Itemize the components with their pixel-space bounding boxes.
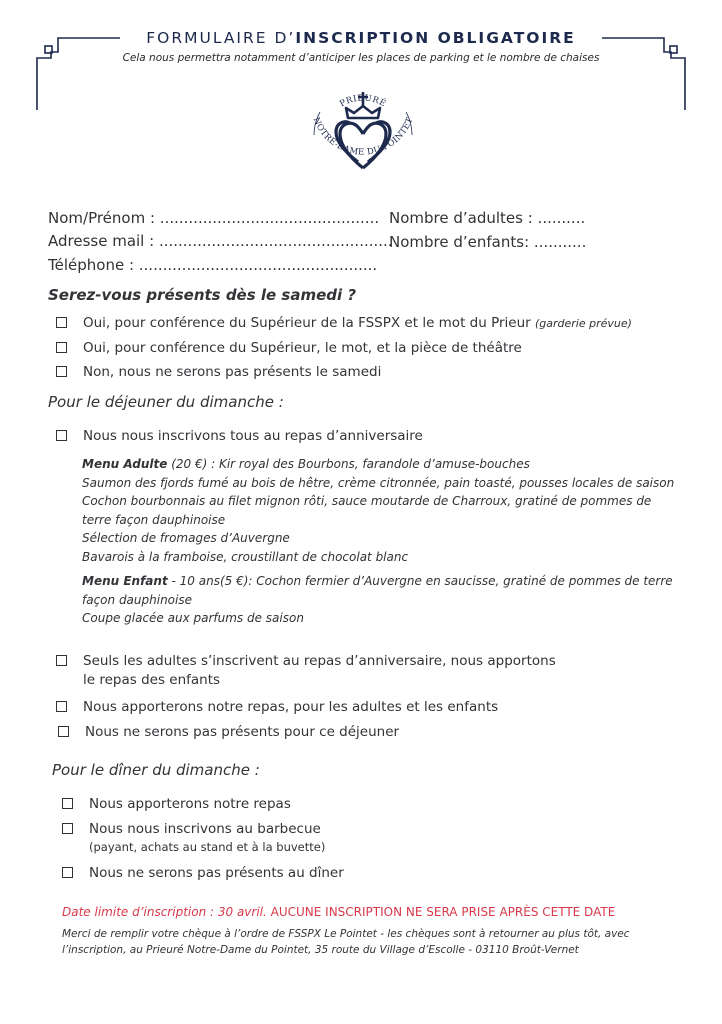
dinner-option-absent[interactable]: [62, 864, 344, 883]
saturday-option-1[interactable]: [56, 314, 632, 333]
lunch-option-adults-only[interactable]: [56, 652, 556, 690]
menu-line: terre façon dauphinoise: [82, 512, 226, 527]
menu-adult-price: (20 €) :: [167, 457, 219, 471]
logo-bottom-text: NOTRE-DAME DU POINTET: [310, 116, 416, 158]
payment-info: [62, 926, 630, 958]
option-label: Nous nous inscrivons tous au repas d’anniversaire: [83, 428, 423, 444]
option-label: [89, 820, 325, 855]
priory-logo: [300, 80, 426, 192]
frame-corner-right: [602, 38, 685, 110]
option-label: [83, 314, 632, 333]
menu-line: Cochon fermier d’Auvergne en saucisse, gratiné de pommes de terre: [256, 574, 673, 588]
email-field[interactable]: Adresse mail : .................................................: [48, 232, 393, 250]
option-label: [83, 652, 556, 690]
option-text-line2: le repas des enfants: [83, 672, 221, 688]
checkbox[interactable]: [56, 701, 67, 712]
menu-line: Sélection de fromages d’Auvergne: [82, 531, 290, 545]
payment-info-line: Merci de remplir votre chèque à l’ordre de FSSPX Le Pointet - les chèques sont à retourner au plus tôt, avec: [62, 928, 630, 940]
menu-line: Cochon bourbonnais au filet mignon rôti, sauce moutarde de Charroux, gratiné de pommes de: [82, 494, 652, 508]
form-subtitle: Cela nous permettra notamment d’anticiper les places de parking et le nombre de chaises: [122, 52, 600, 64]
menu-line: Kir royal des Bourbons, farandole d’amuse-bouches: [218, 457, 530, 471]
checkbox[interactable]: [62, 867, 73, 878]
phone-field[interactable]: Téléphone : ..................................................: [48, 256, 378, 274]
checkbox[interactable]: [56, 342, 67, 353]
menu-line: Bavarois à la framboise, croustillant de chocolat blanc: [82, 549, 409, 564]
option-text: Nous nous inscrivons au barbecue: [89, 821, 321, 837]
option-note: (garderie prévue): [534, 317, 632, 330]
option-label: Oui, pour conférence du Supérieur, le mot, et la pièce de théâtre: [83, 340, 522, 356]
menu-child: [82, 572, 673, 628]
title-bold: INSCRIPTION OBLIGATOIRE: [295, 29, 576, 47]
option-text: Seuls les adultes s’inscrivent au repas d’anniversaire, nous apportons: [83, 653, 556, 669]
menu-adult: [82, 455, 674, 566]
form-title: [0, 29, 722, 47]
option-subtext: (payant, achats au stand et à la buvette): [89, 840, 326, 854]
menu-child-price: - 10 ans(5 €):: [167, 574, 257, 588]
deadline-notice: [62, 905, 615, 919]
option-label: Nous apporterons notre repas, pour les adultes et les enfants: [83, 699, 499, 715]
dinner-option-bring-own[interactable]: [62, 795, 291, 814]
logo-top-text: PRIEURÉ: [338, 93, 388, 110]
checkbox[interactable]: [56, 366, 67, 377]
option-text: Oui, pour conférence du Supérieur de la FSSPX et le mot du Prieur: [83, 315, 535, 331]
menu-line: Saumon des fjords fumé au bois de hêtre, crème citronnée, pain toasté, pousses locales de saison: [82, 475, 675, 490]
lunch-option-all[interactable]: [56, 427, 423, 446]
lunch-heading: Pour le déjeuner du dimanche :: [48, 393, 284, 411]
option-label: Nous ne serons pas présents au dîner: [89, 865, 344, 881]
deadline-warning: AUCUNE INSCRIPTION NE SERA PRISE APRÈS CETTE DATE: [270, 905, 616, 919]
title-prefix: FORMULAIRE D’: [146, 29, 296, 47]
payment-info-line: l’inscription, au Prieuré Notre-Dame du Pointet, 35 route du Village d’Escolle - 03110 Broût-Vernet: [62, 944, 579, 956]
option-label: Nous ne serons pas présents pour ce déjeuner: [85, 724, 400, 740]
dinner-option-barbecue[interactable]: [62, 820, 325, 855]
frame-corner-left: [37, 38, 120, 110]
dinner-heading: Pour le dîner du dimanche :: [52, 761, 260, 779]
menu-line: Coupe glacée aux parfums de saison: [82, 611, 304, 625]
lunch-option-absent[interactable]: [58, 723, 399, 742]
adults-count-field[interactable]: Nombre d’adultes : ..........: [389, 209, 586, 227]
children-count-field[interactable]: Nombre d’enfants: ...........: [389, 233, 587, 251]
checkbox[interactable]: [58, 726, 69, 737]
name-field[interactable]: Nom/Prénom : ..............................................: [48, 209, 380, 227]
option-label: Non, nous ne serons pas présents le samedi: [83, 364, 382, 380]
saturday-option-3[interactable]: [56, 363, 381, 382]
menu-line: façon dauphinoise: [82, 592, 192, 607]
menu-adult-title: Menu Adulte: [82, 457, 168, 471]
checkbox[interactable]: [56, 655, 67, 666]
checkbox[interactable]: [62, 823, 73, 834]
checkbox[interactable]: [62, 798, 73, 809]
deadline-date: Date limite d’inscription : 30 avril.: [62, 905, 271, 919]
saturday-heading: Serez-vous présents dès le samedi ?: [48, 286, 357, 304]
option-label: Nous apporterons notre repas: [89, 796, 291, 812]
saturday-option-2[interactable]: [56, 339, 522, 358]
menu-child-title: Menu Enfant: [82, 574, 168, 588]
lunch-option-bring-own[interactable]: [56, 698, 498, 717]
checkbox[interactable]: [56, 430, 67, 441]
checkbox[interactable]: [56, 317, 67, 328]
